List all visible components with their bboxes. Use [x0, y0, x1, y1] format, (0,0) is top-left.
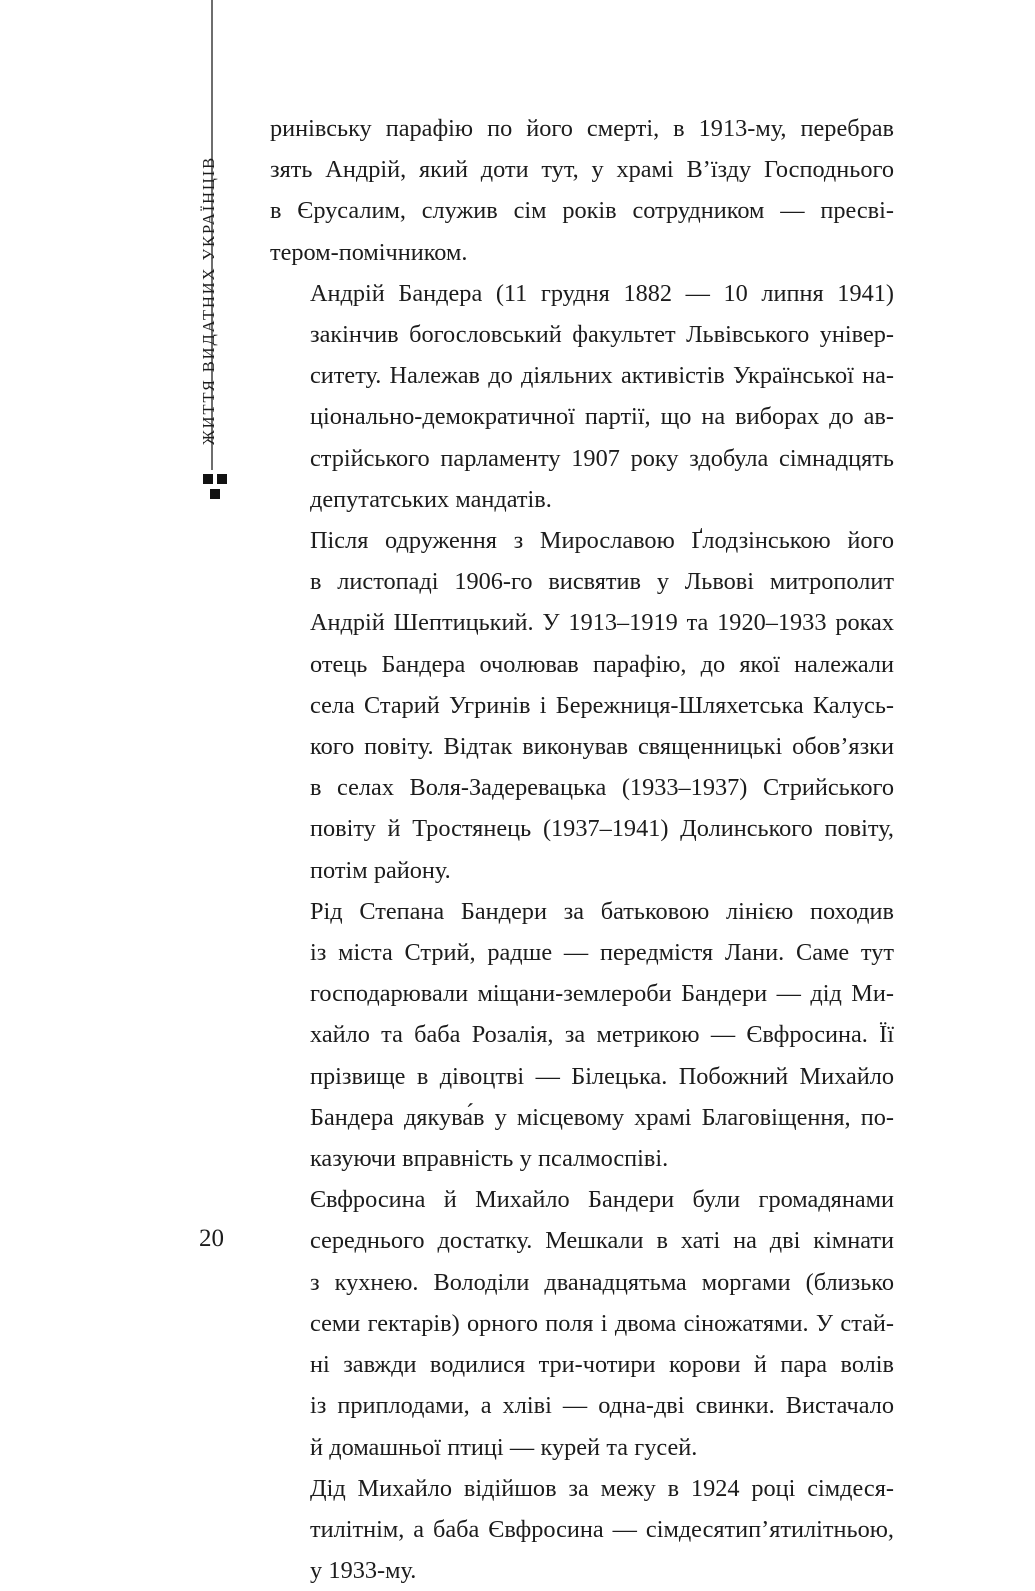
text-line: тилітнім, а баба Євфросина — сімдесятип’ятилітньою,: [310, 1515, 894, 1543]
text-line: в селах Воля-Задеревацька (1933–1937) Стрийського: [310, 774, 894, 802]
paragraph: [270, 891, 894, 1179]
text-line: Андрій Шептицький. У 1913–1919 та 1920–1933 роках: [310, 609, 894, 637]
paragraph: [270, 1468, 894, 1591]
text-line: хайло та баба Розалія, за метрикою — Євфросина. Її: [310, 1021, 894, 1049]
text-line: казуючи вправність у псалмоспіві.: [310, 1145, 669, 1173]
text-line: закінчив богословський факультет Львівського універ-: [310, 321, 894, 349]
text-line: Євфросина й Михайло Бандери були громадянами: [310, 1186, 894, 1214]
text-line: отець Бандера очолював парафію, до якої належали: [310, 650, 894, 678]
paragraph: [270, 273, 894, 520]
paragraph: [270, 520, 894, 891]
text-line: ринівську парафію по його смерті, в 1913-му, перебрав: [270, 115, 894, 142]
text-line: потім району.: [310, 856, 451, 884]
text-line: тером-помічником.: [270, 238, 468, 266]
text-line: Після одруження з Мирославою Ґлодзінською його: [310, 527, 894, 555]
text-line: Бандера дякува́в у місцевому храмі Благовіщення, по-: [310, 1103, 894, 1131]
text-line: в Єрусалим, служив сім років сотрудником — пресві-: [270, 197, 894, 225]
body-text-column: [270, 108, 894, 1591]
ornament-square-bottom: [210, 489, 220, 499]
text-line: Рід Степана Бандери за батьковою лінією походив: [310, 897, 894, 925]
text-line: ціонально-демократичної партії, що на виборах до ав-: [310, 403, 894, 431]
text-line: ні завжди водилися три-чотири корови й пара волів: [310, 1351, 894, 1379]
text-line: Андрій Бандера (11 грудня 1882 — 10 липня 1941): [310, 279, 894, 307]
text-line: кого повіту. Відтак виконував священницькі обов’язки: [310, 733, 894, 761]
text-line: повіту й Тростянець (1937–1941) Долинського повіту,: [310, 815, 894, 843]
text-line: із приплодами, а хліві — одна-дві свинки. Вистачало: [310, 1392, 894, 1420]
text-line: й домашньої птиці — курей та гусей.: [310, 1433, 698, 1461]
ornament-square-top-left: [203, 474, 213, 484]
text-line: середнього достатку. Мешкали в хаті на дві кімнати: [310, 1227, 894, 1255]
text-line: господарювали міщани-землероби Бандери — дід Ми-: [310, 980, 894, 1008]
paragraph: [270, 1179, 894, 1467]
page-number: 20: [199, 1225, 224, 1252]
text-line: прізвище в дівоцтві — Білецька. Побожний Михайло: [310, 1062, 894, 1090]
text-line: стрійського парламенту 1907 року здобула сімнадцять: [310, 444, 894, 472]
text-line: ситету. Належав до діяльних активістів Української на-: [310, 362, 894, 390]
text-line: депутатських мандатів.: [310, 485, 552, 513]
paragraph: [270, 108, 894, 273]
text-line: семи гектарів) орного поля і двома сіножатями. У стай-: [310, 1309, 894, 1337]
ornament-square-top-right: [217, 474, 227, 484]
text-line: у 1933-му.: [310, 1557, 417, 1585]
running-head: ЖИТТЯ ВИДАТНИХ УКРАЇНЦІВ: [199, 155, 218, 445]
three-square-ornament: [203, 474, 229, 503]
text-line: з кухнею. Володіли дванадцятьма моргами (близько: [310, 1268, 894, 1296]
text-line: зять Андрій, який доти тут, у храмі В’їзду Господнього: [270, 156, 894, 184]
text-line: в листопаді 1906-го висвятив у Львові митрополит: [310, 568, 894, 596]
text-line: Дід Михайло відійшов за межу в 1924 році сімдеся-: [310, 1474, 894, 1502]
text-line: із міста Стрий, радше — передмістя Лани. Саме тут: [310, 939, 894, 967]
text-line: села Старий Угринів і Бережниця-Шляхетська Калусь-: [310, 691, 894, 719]
